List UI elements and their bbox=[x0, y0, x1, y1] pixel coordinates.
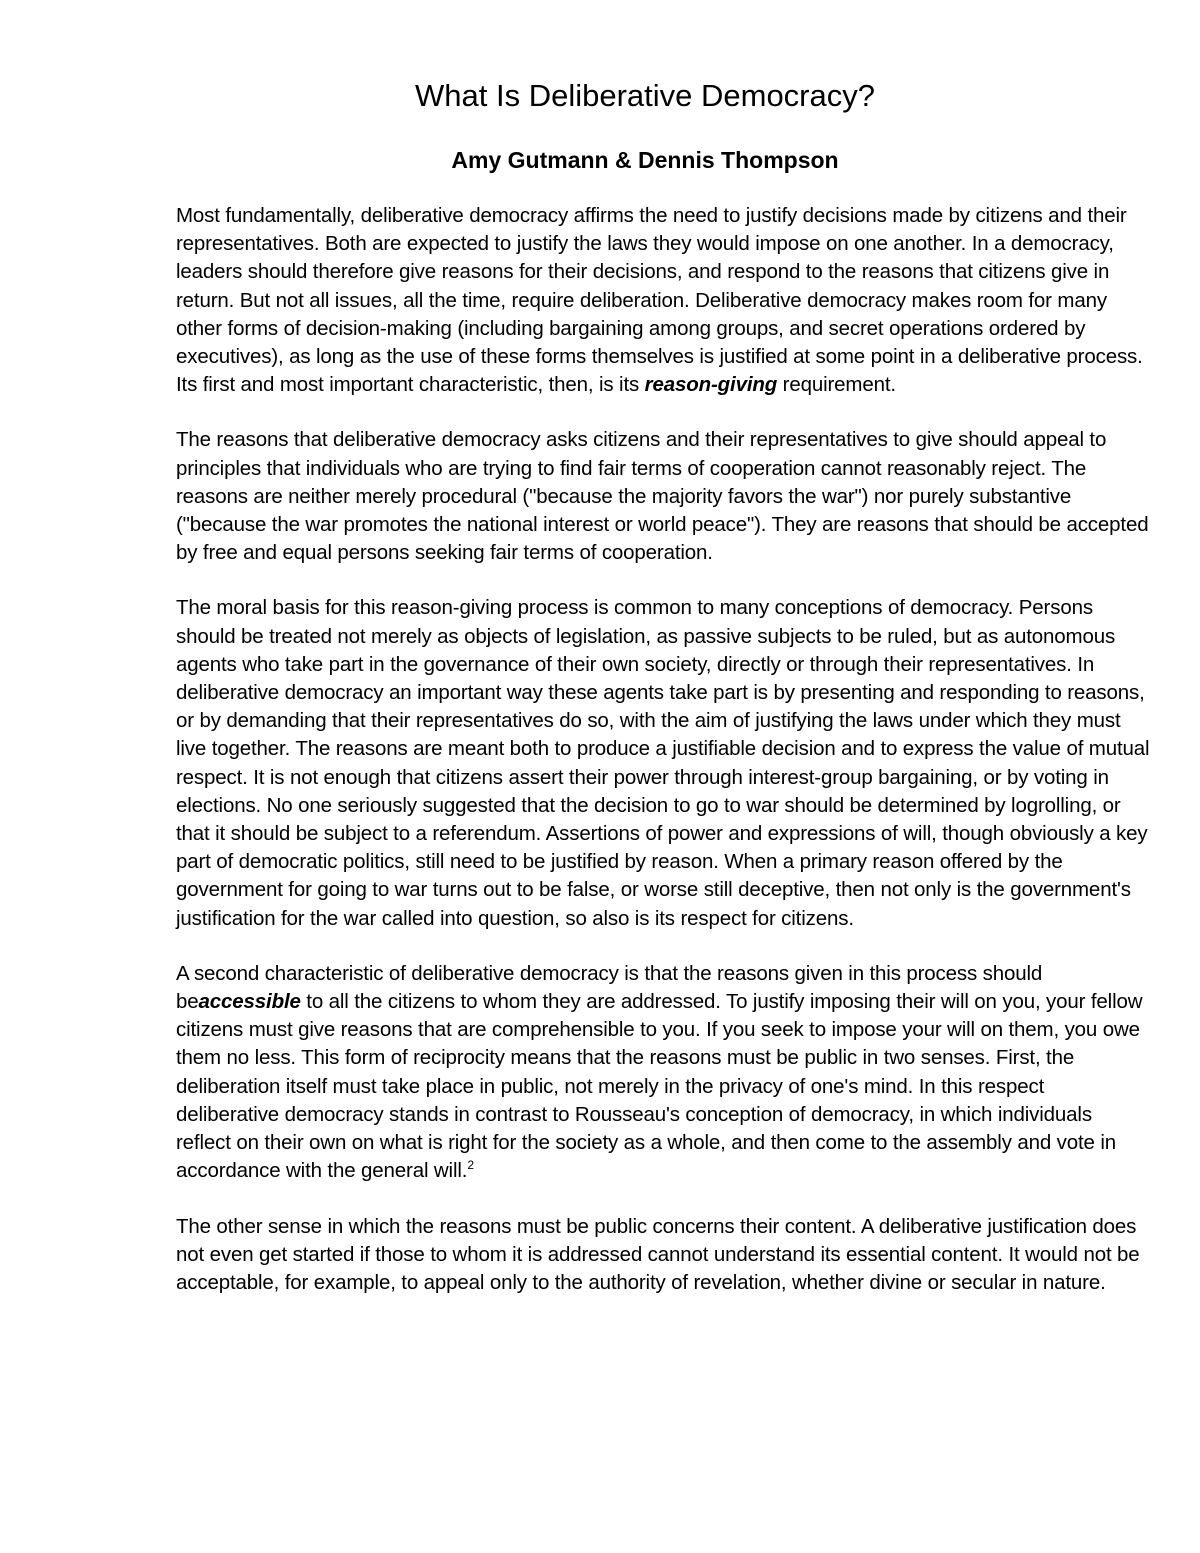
document-authors: Amy Gutmann & Dennis Thompson bbox=[451, 147, 839, 173]
paragraph-accessible bbox=[176, 960, 1151, 1186]
emphasis-accessible: accessible bbox=[198, 990, 301, 1014]
paragraph-reason-giving bbox=[176, 202, 1151, 399]
paragraph-text: to all the citizens to whom they are addressed. To justify imposing their will on you, your fellow citizens must give reasons that are comprehensible to you. If you seek to impose your will on them, you owe them no less. This form of reciprocity means that the reasons must be public in two senses. First, the deliberation itself must take place in public, not merely in the privacy of one's mind. In this respect deliberative democracy stands in contrast to Rousseau's conception of democracy, in which individuals reflect on their own on what is right for the society as a whole, and then come to the assembly and vote in accordance with the general will. bbox=[176, 990, 1143, 1183]
paragraph-moral-basis: The moral basis for this reason-giving process is common to many conceptions of democracy. Persons should be treated not merely as objects of legislation, as passive subjects to be ruled, but as autonomous agents who take part in the governance of their own society, directly or through their representatives. In deliberative democracy an important way these agents take part is by presenting and responding to reasons, or by demanding that their representatives do so, with the aim of justifying the laws under which they must live together. The reasons are meant both to produce a justifiable decision and to express the value of mutual respect. It is not enough that citizens assert their power through interest-group bargaining, or by voting in elections. No one seriously suggested that the decision to go to war should be determined by logrolling, or that it should be subject to a referendum. Assertions of power and expressions of will, though obviously a key part of democratic politics, still need to be justified by reason. When a primary reason offered by the government for going to war turns out to be false, or worse still deceptive, then not only is the government's justification for the war called into question, so also is its respect for citizens. bbox=[176, 596, 1150, 930]
footnote-marker: 2 bbox=[467, 1158, 474, 1173]
paragraph-public-content: The other sense in which the reasons must be public concerns their content. A deliberative justification does not even get started if those to whom it is addressed cannot understand its essential content. It would not be acceptable, for example, to appeal only to the authority of revelation, whether divine or secular in nature. bbox=[176, 1214, 1140, 1294]
document-title: What Is Deliberative Democracy? bbox=[415, 78, 875, 113]
paragraph-text: requirement. bbox=[777, 373, 896, 397]
emphasis-reason-giving: reason-giving bbox=[644, 373, 778, 397]
document-body bbox=[176, 202, 1151, 1324]
paragraph-text: A second characteristic of deliberative democracy is that the reasons given in this process should be bbox=[176, 961, 1043, 1014]
paragraph-principles: The reasons that deliberative democracy asks citizens and their representatives to give should appeal to principles that individuals who are trying to find fair terms of cooperation cannot reasonably reject. The reasons are neither merely procedural ("because the majority favors the war") nor purely substantive ("because the war promotes the national interest or world peace"). They are reasons that should be accepted by free and equal persons seeking fair terms of cooperation. bbox=[176, 428, 1149, 565]
paragraph-text: Most fundamentally, deliberative democracy affirms the need to justify decisions made by citizens and their representatives. Both are expected to justify the laws they would impose on one another. In a democracy, leaders should therefore give reasons for their decisions, and respond to the reasons that citizens give in return. But not all issues, all the time, require deliberation. Deliberative democracy makes room for many other forms of decision-making (including bargaining among groups, and secret operations ordered by executives), as long as the use of these forms themselves is justified at some point in a deliberative process. Its first and most important characteristic, then, is its bbox=[176, 204, 1143, 397]
